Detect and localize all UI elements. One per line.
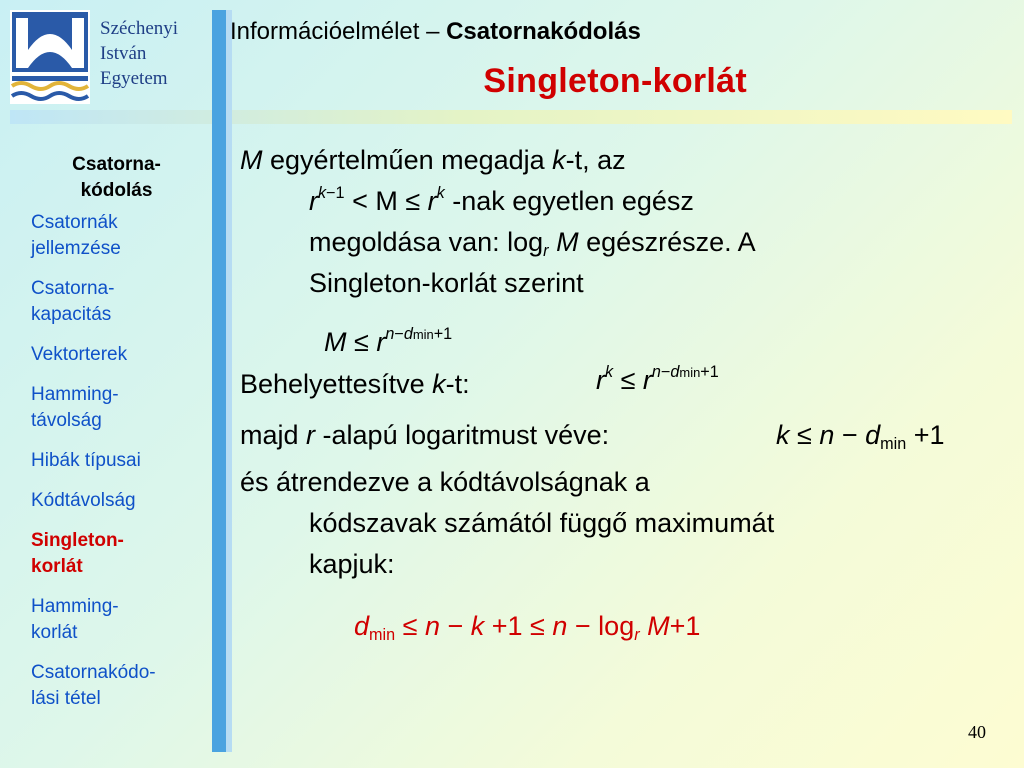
slide-title: Singleton-korlát — [483, 62, 747, 100]
text-line-2: $r^{k-1} < M \le r^k$ -nak egyetlen egész — [309, 183, 694, 216]
course-title-bold: Csatornakódolás — [446, 18, 641, 45]
sidebar-item-csatorna-kapacitas[interactable]: Csatorna- kapacitás — [31, 278, 115, 325]
university-name-line2: István — [100, 43, 147, 64]
text-line-logarithm: majd r -alapú logaritmust véve: — [240, 420, 610, 450]
university-logo-icon — [10, 10, 90, 104]
sidebar-item-hamming-tavolsag[interactable]: Hamming- távolság — [31, 384, 119, 431]
text-line-substitute: Behelyettesítve k-t: — [240, 369, 470, 399]
course-title-prefix: Információelmélet – — [230, 18, 447, 45]
page-number: 40 — [968, 722, 986, 742]
sidebar-item-csatornak-jellemzese[interactable]: Csatornák jellemzése — [31, 212, 121, 259]
sidebar-item-kodtavolsag[interactable]: Kódtávolság — [31, 490, 136, 511]
sidebar-heading: Csatorna- kódolás — [72, 154, 161, 201]
text-line-rearrange-1: és átrendezve a kódtávolságnak a — [240, 467, 650, 497]
formula-logarithm: $k \le n - d_{min} +1$ — [776, 420, 945, 453]
formula-singleton: $M \le r^{n-dmin+1}$ — [324, 324, 453, 357]
text-line-4: Singleton-korlát szerint — [309, 268, 584, 298]
university-name-line3: Egyetem — [100, 68, 168, 89]
sidebar-item-hamming-korlat[interactable]: Hamming- korlát — [31, 596, 119, 643]
text-line-1: M egyértelműen megadja k-t, az — [240, 145, 626, 175]
course-title — [230, 18, 641, 46]
header-band — [10, 110, 1012, 124]
sidebar-nav — [0, 152, 205, 726]
university-name — [100, 16, 178, 91]
vertical-divider — [212, 10, 226, 752]
sidebar-item-csatornakodolasi-tetel[interactable]: Csatornakódo- lási tétel — [31, 662, 156, 709]
sidebar-item-singleton-korlat[interactable]: Singleton- korlát — [31, 530, 124, 577]
vertical-divider-light — [226, 10, 232, 752]
sidebar-item-hibak-tipusai[interactable]: Hibák típusai — [31, 450, 141, 471]
text-line-rearrange-2: kódszavak számától függő maximumát — [309, 508, 775, 538]
formula-substitute: $r^k \le r^{n-dmin+1}$ — [596, 362, 719, 395]
formula-result: $d_{min} \le n - k +1 \le n - \log_r M+1$ — [354, 611, 701, 644]
sidebar-item-vektorterek[interactable]: Vektorterek — [31, 344, 128, 365]
text-line-rearrange-3: kapjuk: — [309, 549, 395, 579]
text-line-3: megoldása van: $\log_r M$ egészrésze. A — [309, 227, 756, 260]
university-name-line1: Széchenyi — [100, 18, 179, 39]
